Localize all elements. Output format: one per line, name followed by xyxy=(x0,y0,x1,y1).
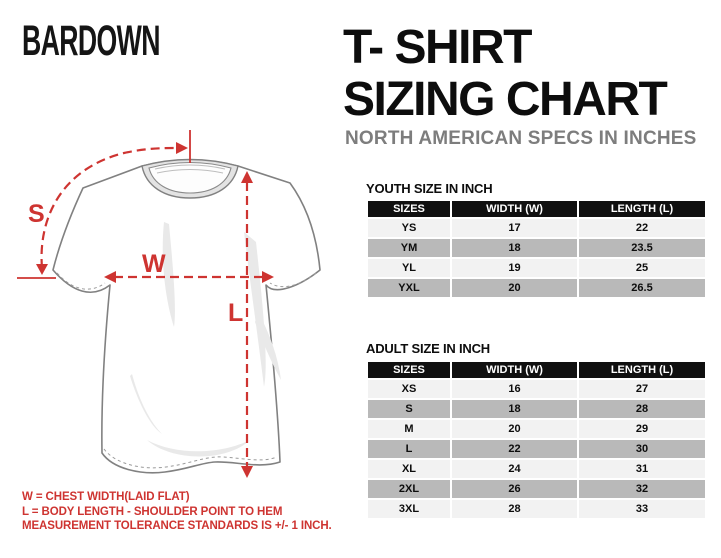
table-cell: 16 xyxy=(451,379,578,399)
table-cell: M xyxy=(367,419,451,439)
table-cell: 30 xyxy=(578,439,706,459)
legend-line-tolerance: MEASUREMENT TOLERANCE STANDARDS IS +/- 1 INCH. xyxy=(22,520,332,533)
table-row xyxy=(367,238,706,258)
adult-size-table xyxy=(366,360,707,520)
tshirt-measurement-diagram xyxy=(12,122,352,497)
legend-line-width: W = CHEST WIDTH(LAID FLAT) xyxy=(22,491,190,503)
table-row xyxy=(367,419,706,439)
table-cell: 32 xyxy=(578,479,706,499)
table-row xyxy=(367,278,706,298)
table-row xyxy=(367,399,706,419)
column-header: SIZES xyxy=(367,361,451,379)
column-header: WIDTH (W) xyxy=(451,361,578,379)
table-row xyxy=(367,499,706,519)
column-header: WIDTH (W) xyxy=(451,200,578,218)
table-cell: YM xyxy=(367,238,451,258)
table-cell: XS xyxy=(367,379,451,399)
table-cell: L xyxy=(367,439,451,459)
table-cell: 18 xyxy=(451,399,578,419)
table-cell: YXL xyxy=(367,278,451,298)
table-cell: 23.5 xyxy=(578,238,706,258)
table-cell: 3XL xyxy=(367,499,451,519)
page-subtitle: NORTH AMERICAN SPECS IN INCHES xyxy=(345,128,697,149)
table-cell: S xyxy=(367,399,451,419)
table-cell: 2XL xyxy=(367,479,451,499)
column-header: SIZES xyxy=(367,200,451,218)
table-row xyxy=(367,439,706,459)
measure-s-arrowhead xyxy=(36,264,48,275)
table-cell: 25 xyxy=(578,258,706,278)
youth-table-header-row xyxy=(367,200,706,218)
table-cell: 20 xyxy=(451,419,578,439)
table-cell: YS xyxy=(367,218,451,238)
table-cell: 22 xyxy=(578,218,706,238)
table-cell: 31 xyxy=(578,459,706,479)
table-cell: 24 xyxy=(451,459,578,479)
page-title xyxy=(343,22,666,126)
table-cell: 28 xyxy=(451,499,578,519)
table-cell: 17 xyxy=(451,218,578,238)
measurement-legend xyxy=(22,490,332,534)
brand-logo: BARDOWN xyxy=(22,17,160,65)
label-length-l: L xyxy=(228,299,244,327)
legend-line-length: L = BODY LENGTH - SHOULDER POINT TO HEM xyxy=(22,505,283,518)
table-cell: 18 xyxy=(451,238,578,258)
table-cell: 26 xyxy=(451,479,578,499)
measure-s-arrowhead xyxy=(176,142,188,154)
label-shoulder-s: S xyxy=(28,200,45,228)
table-cell: 22 xyxy=(451,439,578,459)
label-width-w: W xyxy=(142,250,166,278)
table-cell: 19 xyxy=(451,258,578,278)
adult-table-title: ADULT SIZE IN INCH xyxy=(366,341,490,356)
table-cell: XL xyxy=(367,459,451,479)
table-cell: 26.5 xyxy=(578,278,706,298)
table-row xyxy=(367,459,706,479)
table-cell: 29 xyxy=(578,419,706,439)
column-header: LENGTH (L) xyxy=(578,361,706,379)
table-row xyxy=(367,218,706,238)
table-cell: 33 xyxy=(578,499,706,519)
table-row xyxy=(367,479,706,499)
youth-table-title: YOUTH SIZE IN INCH xyxy=(366,181,493,196)
page-title-line1: T- SHIRT xyxy=(343,21,531,74)
table-cell: 28 xyxy=(578,399,706,419)
table-cell: YL xyxy=(367,258,451,278)
youth-size-table xyxy=(366,199,707,299)
adult-table-header-row xyxy=(367,361,706,379)
table-row xyxy=(367,379,706,399)
tshirt-body-outline xyxy=(53,160,320,473)
page-title-line2: SIZING CHART xyxy=(343,73,667,126)
table-cell: 20 xyxy=(451,278,578,298)
column-header: LENGTH (L) xyxy=(578,200,706,218)
table-cell: 27 xyxy=(578,379,706,399)
measure-l-arrowhead xyxy=(241,466,253,478)
table-row xyxy=(367,258,706,278)
